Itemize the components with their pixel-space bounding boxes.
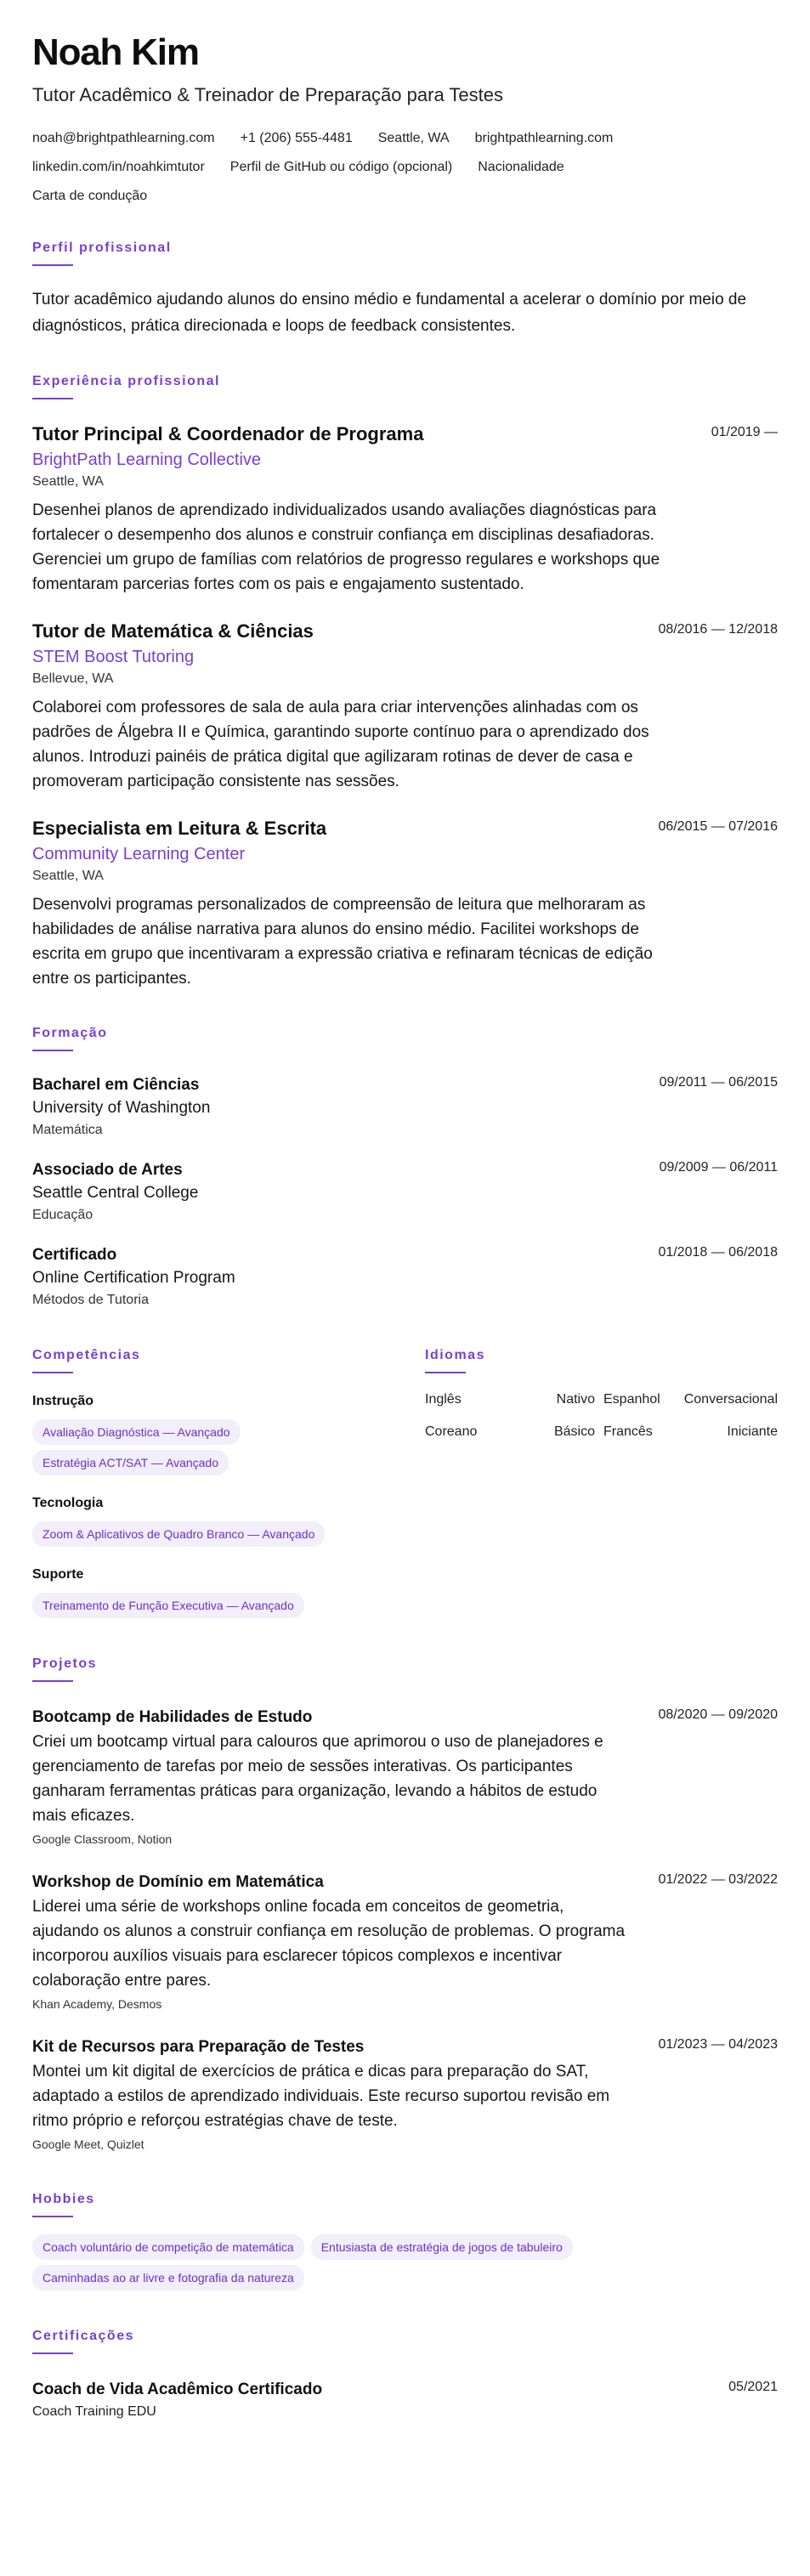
section-title: Competências — [32, 1348, 141, 1362]
contact-email[interactable]: noah@brightpathlearning.com — [32, 131, 215, 145]
certification-name: Coach de Vida Acadêmico Certificado — [32, 2381, 323, 2398]
job-title: Especialista em Leitura & Escrita — [32, 818, 327, 839]
language-level: Básico — [553, 1424, 595, 1439]
project-description: Criei um bootcamp virtual para calouros que aprimorou o uso de planejadores e gerenciamento de tarefas por meio de sessões interativas. Os participantes ganharam ferramentas práticas para organização, levando a hábitos de estudo mais eficazes. — [32, 1733, 603, 1825]
section-divider — [32, 1050, 73, 1051]
education-entry — [32, 1073, 778, 1141]
degree: Certificado — [32, 1246, 117, 1264]
section-divider — [32, 1680, 73, 1682]
project-entry — [32, 1871, 778, 2013]
skill-chip: Zoom & Aplicativos de Quadro Branco — Avançado — [32, 1521, 325, 1547]
certifications-section — [32, 2328, 778, 2422]
languages-section — [425, 1347, 778, 1618]
skill-chips — [32, 1414, 425, 1475]
section-divider — [32, 398, 73, 399]
field-of-study: Métodos de Tutoria — [32, 1293, 149, 1307]
job-title: Tutor de Matemática & Ciências — [32, 620, 314, 642]
skills-languages-row — [32, 1347, 778, 1618]
skill-chip: Avaliação Diagnóstica — Avançado — [32, 1419, 241, 1445]
job-title: Tutor Principal & Coordenador de Programa — [32, 423, 424, 444]
project-name: Bootcamp de Habilidades de Estudo — [32, 1708, 313, 1726]
school: Online Certification Program — [32, 1269, 235, 1287]
language-name: Francês — [603, 1424, 653, 1439]
contact-list — [32, 124, 712, 211]
skill-chips — [32, 1516, 425, 1547]
hobby-chip: Coach voluntário de competição de matemática — [32, 2234, 304, 2260]
school: Seattle Central College — [32, 1184, 199, 1202]
job-location: Seattle, WA — [32, 474, 104, 489]
education-dates: 09/2009 — 06/2011 — [659, 1160, 778, 1175]
section-divider — [32, 2216, 73, 2217]
project-description: Montei um kit digital de exercícios de prática e dicas para preparação do SAT, adaptado a estilos de aprendizado individuais. Este recurso suportou revisão em ritmo próprio e reforçou estratégias chave de teste. — [32, 2063, 610, 2130]
section-title: Certificações — [32, 2329, 134, 2343]
education-dates: 09/2011 — 06/2015 — [659, 1075, 778, 1090]
job-description: Colaborei com professores de sala de aula para criar intervenções alinhadas com os padrões de Álgebra II e Química, garantindo suporte contínuo para o aprendizado dos alunos. Introduzi painéis de prática digital que agilizaram rotinas de dever de casa e promoveram participação consistente nas sessões. — [32, 699, 649, 790]
section-divider — [32, 1372, 73, 1373]
contact-location: Seattle, WA — [377, 131, 450, 145]
experience-section — [32, 373, 778, 991]
certification-issuer: Coach Training EDU — [32, 2404, 156, 2419]
section-divider — [32, 264, 73, 266]
project-name: Kit de Recursos para Preparação de Testes — [32, 2038, 365, 2056]
job-dates: 06/2015 — 07/2016 — [658, 819, 778, 834]
section-divider — [425, 1372, 466, 1373]
project-tools: Google Classroom, Notion — [32, 1832, 173, 1846]
section-title: Projetos — [32, 1656, 98, 1671]
certification-date: 05/2021 — [728, 2380, 778, 2394]
person-name: Noah Kim — [32, 31, 199, 73]
contact-phone[interactable]: +1 (206) 555-4481 — [240, 131, 353, 145]
language-level: Nativo — [556, 1392, 595, 1407]
job-company: BrightPath Learning Collective — [32, 450, 262, 469]
education-entry — [32, 1158, 778, 1226]
project-description: Liderei uma série de workshops online focada em conceitos de geometria, ajudando os alunos a construir confiança em resolução de problemas. O programa incorporou auxílios visuais para esclarecer tópicos complexos e incentivar colaboração entre pares. — [32, 1898, 626, 1990]
job-description: Desenhei planos de aprendizado individualizados usando avaliações diagnósticas para fortalecer o desempenho dos alunos e construir confiança em disciplinas desafiadoras. Gerenciei um grupo de famílias com relatórios de progresso regulares e workshops que fomentaram parcerias fortes com os pais e engajamento sustentado. — [32, 501, 660, 593]
projects-section — [32, 1656, 778, 2154]
education-section — [32, 1025, 778, 1311]
project-entry — [32, 1706, 778, 1848]
resume-header — [32, 31, 778, 211]
language-name: Coreano — [425, 1424, 478, 1439]
contact-linkedin[interactable]: linkedin.com/in/noahkimtutor — [32, 160, 205, 174]
job-location: Seattle, WA — [32, 869, 104, 883]
skill-group — [32, 1392, 425, 1475]
section-title: Hobbies — [32, 2192, 95, 2206]
job-entry — [32, 816, 778, 991]
field-of-study: Matemática — [32, 1123, 103, 1137]
job-company: STEM Boost Tutoring — [32, 648, 195, 666]
language-name: Inglês — [425, 1392, 462, 1407]
school: University of Washington — [32, 1099, 211, 1117]
education-entry — [32, 1243, 778, 1311]
job-entry — [32, 619, 778, 794]
skill-group — [32, 1494, 425, 1547]
project-tools: Khan Academy, Desmos — [32, 1997, 162, 2011]
skill-chip: Estratégia ACT/SAT — Avançado — [32, 1450, 229, 1475]
section-divider — [32, 2352, 73, 2354]
hobby-chip: Entusiasta de estratégia de jogos de tabuleiro — [311, 2234, 573, 2260]
project-dates: 08/2020 — 09/2020 — [658, 1707, 778, 1722]
contact-website[interactable]: brightpathlearning.com — [474, 131, 614, 145]
section-title: Idiomas — [425, 1348, 485, 1362]
job-entry — [32, 422, 778, 597]
project-entry — [32, 2035, 778, 2154]
project-dates: 01/2023 — 04/2023 — [658, 2037, 778, 2052]
language-level: Conversacional — [683, 1392, 778, 1407]
language-level: Iniciante — [727, 1424, 778, 1439]
job-dates: 01/2019 — — [711, 425, 778, 439]
section-title: Experiência profissional — [32, 374, 220, 388]
skills-section — [32, 1347, 425, 1618]
certification-entry — [32, 2378, 778, 2422]
skill-category: Tecnologia — [32, 1496, 104, 1510]
section-title: Perfil profissional — [32, 241, 172, 255]
education-dates: 01/2018 — 06/2018 — [658, 1245, 778, 1260]
degree: Bacharel em Ciências — [32, 1076, 200, 1094]
hobby-chip: Caminhadas ao ar livre e fotografia da natureza — [32, 2265, 304, 2290]
hobby-chips — [32, 2229, 678, 2290]
contact-license: Carta de condução — [32, 189, 148, 203]
language-list — [425, 1390, 778, 1441]
degree: Associado de Artes — [32, 1161, 183, 1179]
contact-nationality: Nacionalidade — [478, 160, 564, 174]
skill-category: Suporte — [32, 1567, 84, 1582]
skill-chip: Treinamento de Função Executiva — Avançado — [32, 1593, 304, 1618]
summary-section — [32, 240, 778, 339]
language-name: Espanhol — [603, 1392, 660, 1407]
headline: Tutor Acadêmico & Treinador de Preparação para Testes — [32, 84, 503, 105]
summary-text: Tutor acadêmico ajudando alunos do ensino médio e fundamental a acelerar o domínio por meio de diagnósticos, prática direcionada e loops de feedback consistentes. — [32, 291, 747, 335]
field-of-study: Educação — [32, 1208, 93, 1222]
project-dates: 01/2022 — 03/2022 — [658, 1872, 778, 1887]
job-dates: 08/2016 — 12/2018 — [658, 622, 778, 637]
job-description: Desenvolvi programas personalizados de compreensão de leitura que melhoraram as habilidades de análise narrativa para alunos do ensino médio. Facilitei workshops de escrita em grupo que incentivaram a expressão criativa e refinaram técnicas de edição entre os participantes. — [32, 896, 653, 988]
skill-category: Instrução — [32, 1394, 94, 1408]
section-title: Formação — [32, 1026, 108, 1040]
job-company: Community Learning Center — [32, 845, 246, 863]
project-tools: Google Meet, Quizlet — [32, 2137, 144, 2151]
hobbies-section — [32, 2191, 778, 2290]
project-name: Workshop de Domínio em Matemática — [32, 1873, 324, 1891]
skill-chips — [32, 1588, 425, 1618]
job-location: Bellevue, WA — [32, 671, 114, 686]
contact-github: Perfil de GitHub ou código (opcional) — [229, 160, 453, 174]
skill-group — [32, 1565, 425, 1618]
